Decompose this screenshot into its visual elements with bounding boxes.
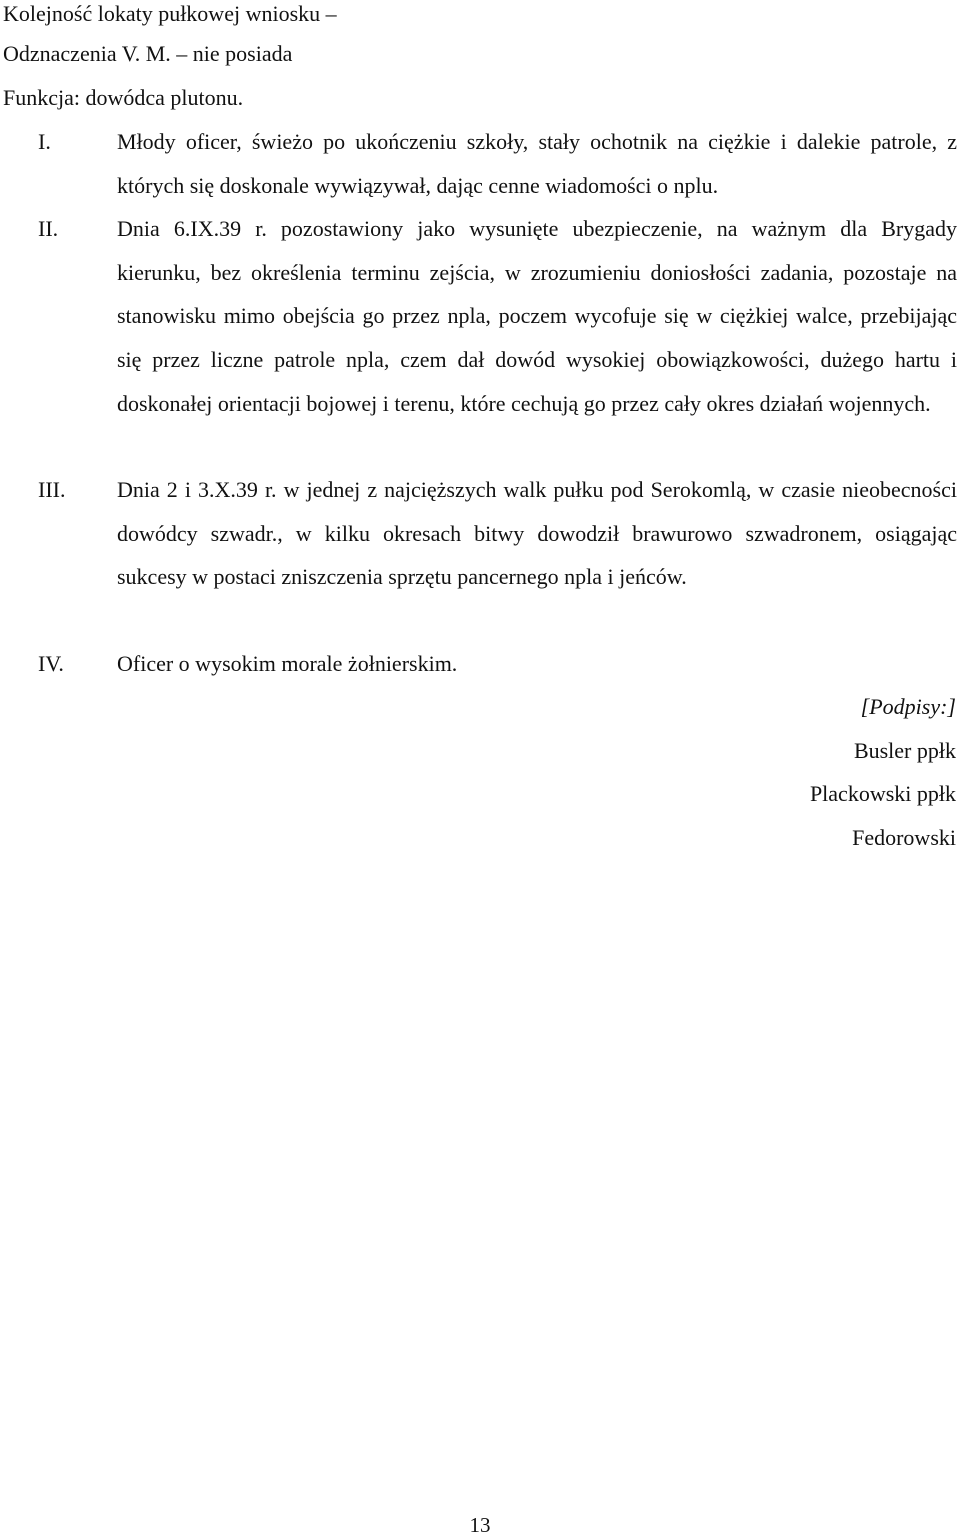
item-numeral-3: III.	[38, 477, 66, 502]
item-numeral-1: I.	[38, 129, 51, 154]
item-paragraph-3: Dnia 2 i 3.X.39 r. w jednej z najcięższych walk pułku pod Serokomlą, w czasie nieobecności dowódcy szwadr., w kilku okresach bitwy dowodził brawurowo szwadronem, osiągając sukcesy w postaci zniszczenia sprzętu pancernego npla i jeńców.	[117, 477, 957, 590]
item-numeral-4: IV.	[38, 651, 64, 676]
item-paragraph-4: Oficer o wysokim morale żołnierskim.	[117, 651, 458, 676]
signature-busler: Busler ppłk	[853, 738, 956, 763]
header-line-odznaczenia: Odznaczenia V. M. – nie posiada	[3, 41, 293, 66]
signatures-heading: [Podpisy:]	[860, 694, 956, 719]
item-numeral-2: II.	[38, 216, 59, 241]
signature-fedorowski: Fedorowski	[852, 825, 956, 850]
header-line-lokata: Kolejność lokaty pułkowej wniosku –	[3, 1, 337, 26]
item-paragraph-1: Młody oficer, świeżo po ukończeniu szkoły, stały ochotnik na ciężkie i dalekie patrole, z których się doskonale wywiązywał, dając cenne wiadomości o nplu.	[117, 129, 957, 198]
header-line-funkcja: Funkcja: dowódca plutonu.	[3, 85, 244, 110]
page-number: 13	[469, 1513, 491, 1537]
item-paragraph-2: Dnia 6.IX.39 r. pozostawiony jako wysunięte ubezpieczenie, na ważnym dla Brygady kierunku, bez określenia terminu zejścia, w zrozumieniu doniosłości zadania, pozostaje na stanowisku mimo obejścia go przez npla, poczem wycofuje się w ciężkiej walce, przebijając się przez liczne patrole npla, czem dał dowód wysokiej obowiązkowości, dużego hartu i doskonałej orientacji bojowej i terenu, które cechują go przez cały okres działań wojennych.	[117, 216, 957, 416]
signature-plackowski: Plackowski ppłk	[809, 781, 956, 806]
